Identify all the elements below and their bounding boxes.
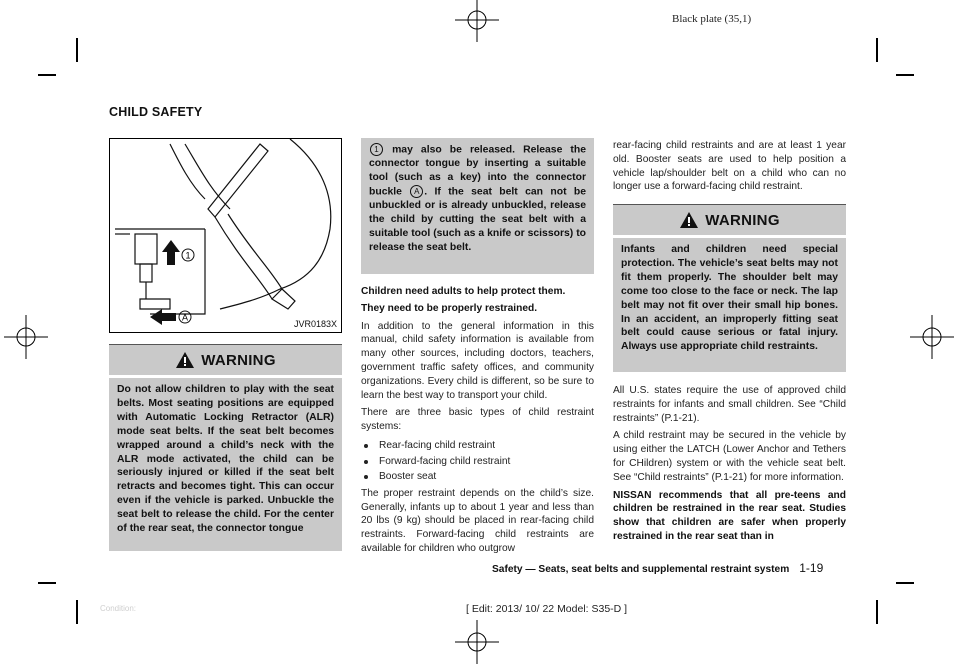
list-item: Rear-facing child restraint (361, 438, 594, 454)
circle-1-icon: 1 (370, 143, 383, 156)
paragraph: All U.S. states require the use of approved child restraints for infants and small children. See “Child restraints” (P.1-21). (613, 385, 846, 424)
section-title: CHILD SAFETY (109, 105, 203, 119)
warning-triangle-icon (175, 351, 195, 369)
figure-label-1: 1 (185, 250, 191, 261)
paragraph: rear-facing child restraints and are at least 1 year old. Booster seats are used to help position a vehicle lap/shoulder belt on a child who can no longer use a forward-facing child restraint. (613, 140, 846, 193)
registration-mark-icon (455, 620, 499, 664)
crop-mark (876, 38, 878, 62)
warning-title: WARNING (201, 351, 276, 369)
warning-body (613, 238, 846, 372)
paragraph-emphasis: NISSAN recommends that all pre-teens and children be restrained in the rear seat. Studies show that children are safer when properly restrained in the rear seat than in (613, 489, 846, 542)
page-number: 1-19 (799, 561, 824, 575)
warning-text: Infants and children need special protection. The vehicle’s seat belts may not fit them properly. The shoulder belt may come too close to the face or neck. The lap belt may not fit over their small hip bones. In an accident, an improperly fitting seat belt could cause serious or fatal injury. Always use appropriate child restraints. (621, 244, 838, 353)
paragraph: A child restraint may be secured in the vehicle by using either the LATCH (Lower Anchor and Tethers for CHildren) system or with the vehicle seat belt. See “Child restraints” (P.1-21) for more information. (613, 430, 846, 483)
registration-mark-icon (4, 315, 48, 359)
page-footer (492, 561, 823, 575)
restraint-types-list (361, 438, 594, 485)
column-3-text (613, 384, 846, 548)
crop-mark (38, 582, 56, 584)
crop-mark (896, 74, 914, 76)
crop-mark (76, 38, 78, 62)
subheading: They need to be properly restrained. (361, 302, 538, 314)
list-item: Forward-facing child restraint (361, 454, 594, 470)
circle-a-icon: A (410, 185, 423, 198)
paragraph: There are three basic types of child restraint systems: (361, 407, 594, 433)
warning-body-continued (361, 138, 594, 274)
registration-mark-icon (910, 315, 954, 359)
subheading: Children need adults to help protect them. (361, 286, 566, 297)
crop-mark (876, 600, 878, 624)
seat-belt-drawing (110, 139, 341, 332)
figure-label-a: A (181, 312, 189, 323)
warning-text: Do not allow children to play with the seat belts. Most seating positions are equipped with Automatic Locking Retractor (ALR) mode seat belts. If the seat belt becomes wrapped around a child’s neck with the ALR mode activated, the child can be seriously injured or killed if the seat belt retracts and becomes tight. This can occur even if the vehicle is parked. Unbuckle the seat belt to release the child. For the center of the rear seat, the connector tongue (117, 384, 334, 535)
warning-body (109, 378, 342, 551)
registration-mark-icon (455, 0, 499, 42)
warning-text: may also be released. Release the connector tongue by inserting a suitable tool (such as a key) into the connector buckle (369, 144, 586, 198)
warning-title: WARNING (705, 211, 780, 229)
crop-mark (896, 582, 914, 584)
seat-belt-illustration (109, 138, 342, 333)
edit-info: [ Edit: 2013/ 10/ 22 Model: S35-D ] (466, 603, 628, 615)
column-2-text (361, 285, 594, 560)
paragraph: In addition to the general information in this manual, child safety information is available from many other sources, including doctors, teachers, government traffic safety offices, and community organizations. Every child is different, so be sure to learn the best way to transport your child. (361, 320, 594, 401)
paragraph: The proper restraint depends on the child’s size. Generally, infants up to about 1 year and less than 20 lbs (9 kg) should be placed in rear-facing child restraints. Forward-facing child restraints are available for children who outgrow (361, 487, 594, 554)
warning-header (109, 344, 342, 375)
crop-mark (38, 74, 56, 76)
condition-label: Condition: (100, 604, 137, 613)
crop-mark (76, 600, 78, 624)
column-3-intro (613, 139, 846, 198)
warning-header (613, 204, 846, 235)
list-item: Booster seat (361, 469, 594, 485)
warning-text: . If the seat belt can not be unbuckled or is already unbuckled, release the child by cutting the seat belt with a suitable tool (such as a knife or scissors) to release the seat belt. (369, 186, 587, 253)
plate-label: Black plate (35,1) (672, 13, 752, 25)
warning-triangle-icon (679, 211, 699, 229)
footer-section: Safety — Seats, seat belts and supplemental restraint system (492, 564, 790, 575)
figure-code: JVR0183X (293, 319, 337, 329)
